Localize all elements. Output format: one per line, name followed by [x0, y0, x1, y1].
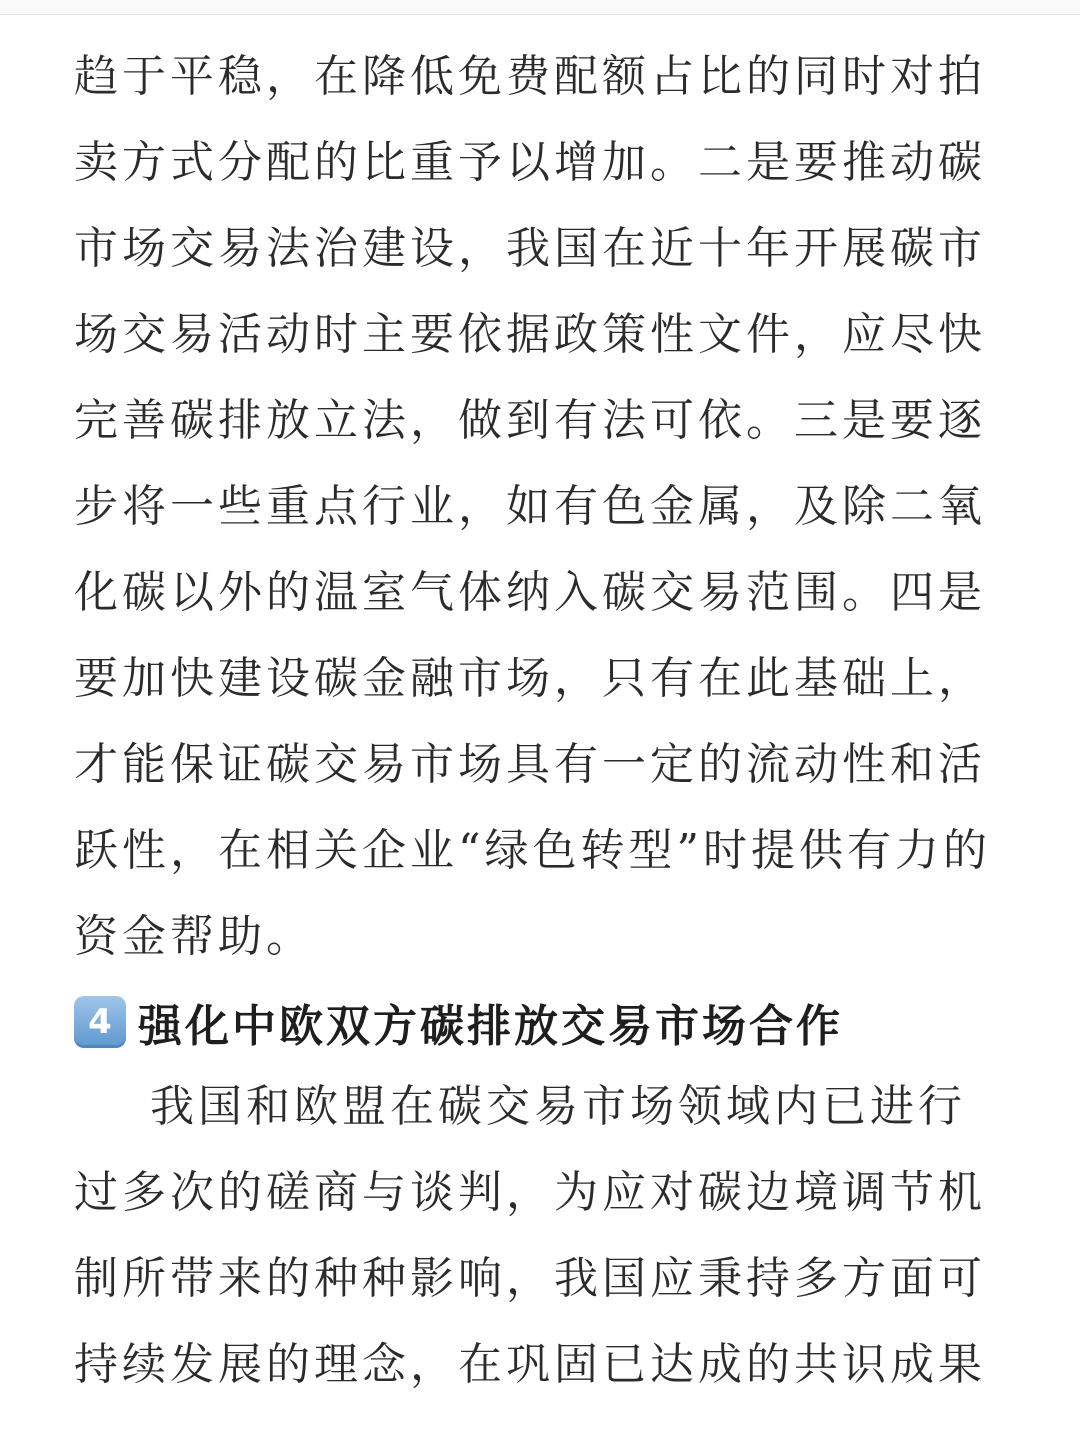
text-line: 化碳以外的温室气体纳入碳交易范围。四是	[74, 567, 986, 618]
text-line: 我国和欧盟在碳交易市场领域内已进行	[150, 1081, 966, 1132]
section-heading	[74, 980, 1014, 1064]
text-line: 趋于平稳，在降低免费配额占比的同时对拍	[74, 51, 986, 102]
paragraph-2	[74, 1064, 1014, 1408]
text-line: 完善碳排放立法，做到有法可依。三是要逐	[74, 395, 986, 446]
text-line: 市场交易法治建设，我国在近十年开展碳市	[74, 223, 986, 274]
text-line: 要加快建设碳金融市场，只有在此基础上，	[74, 653, 986, 704]
text-line: 场交易活动时主要依据政策性文件，应尽快	[74, 309, 986, 360]
text-line: 资金帮助。	[74, 911, 314, 962]
text-line: 才能保证碳交易市场具有一定的流动性和活	[74, 739, 986, 790]
text-line: 过多次的磋商与谈判，为应对碳边境调节机	[74, 1167, 986, 1218]
section-heading-text: 强化中欧双方碳排放交易市场合作	[138, 1001, 843, 1052]
text-line: 持续发展的理念，在巩固已达成的共识成果	[74, 1339, 986, 1390]
article-body	[74, 34, 1014, 1408]
text-line: 卖方式分配的比重予以增加。二是要推动碳	[74, 137, 986, 188]
keycap-number-icon: 4	[74, 996, 126, 1048]
text-line: 跃性，在相关企业“绿色转型”时提供有力的	[74, 825, 991, 876]
top-divider	[0, 0, 1080, 15]
text-line: 步将一些重点行业，如有色金属，及除二氧	[74, 481, 986, 532]
paragraph-1	[74, 34, 1014, 980]
text-line: 制所带来的种种影响，我国应秉持多方面可	[74, 1253, 986, 1304]
